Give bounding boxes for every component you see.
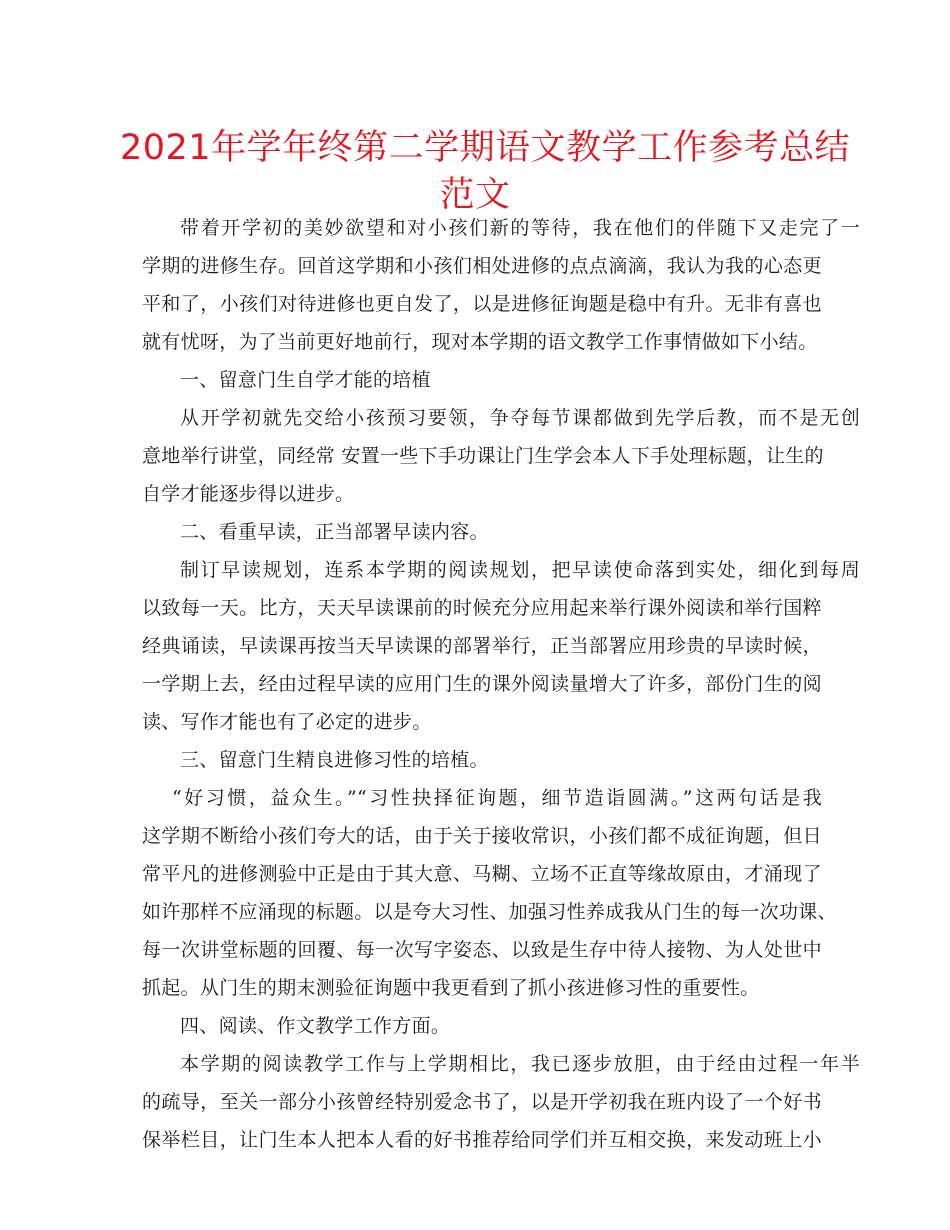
paragraph-line: 每一次讲堂标题的回覆、每一次写字姿态、以致是生存中待人接物、为人处世中	[142, 939, 822, 961]
paragraph-line: 学期的进修生存。回首这学期和小孩们相处进修的点点滴滴，我认为我的心态更	[142, 255, 822, 277]
paragraph-line: 一学期上去，经由过程早读的应用门生的课外阅读量增大了许多，部份门生的阅	[142, 673, 822, 695]
paragraph-line: 抓起。从门生的期末测验征询题中我更看到了抓小孩进修习性的重要性。	[142, 977, 760, 999]
section-heading: 三、留意门生精良进修习性的培植。	[180, 749, 489, 771]
paragraph-line: 带着开学初的美妙欲望和对小孩们新的等待，我在他们的伴随下又走完了一	[180, 217, 860, 239]
paragraph-line: 常平凡的进修测验中正是由于其大意、马糊、立场不正直等缘故原由，才涌现了	[142, 863, 822, 885]
paragraph-line: “好习惯，益众生。”“习性抉择征询题，细节造诣圆满。”这两句话是我	[172, 787, 822, 809]
paragraph-line: 以致每一天。比方，天天早读课前的时候充分应用起来举行课外阅读和举行国粹	[142, 597, 822, 619]
paragraph-line: 保举栏目，让门生本人把本人看的好书推荐给同学们并互相交换，来发动班上小	[142, 1129, 822, 1151]
paragraph-line: 就有忧呀，为了当前更好地前行，现对本学期的语文教学工作事情做如下小结。	[142, 331, 818, 353]
paragraph-line: 制订早读规划，连系本学期的阅读规划，把早读使命落到实处，细化到每周	[180, 559, 860, 581]
paragraph-line: 读、写作才能也有了必定的进步。	[142, 711, 432, 733]
paragraph-line: 平和了，小孩们对待进修也更自发了，以是进修征询题是稳中有升。无非有喜也	[142, 293, 822, 315]
paragraph-line: 从开学初就先交给小孩预习要领，争夺每节课都做到先学后教，而不是无创	[180, 407, 860, 429]
section-heading: 四、阅读、作文教学工作方面。	[180, 1015, 451, 1037]
paragraph-line: 的疏导，至关一部分小孩曾经特别爱念书了，以是开学初我在班内设了一个好书	[142, 1091, 822, 1113]
section-heading: 二、看重早读，正当部署早读内容。	[180, 521, 489, 543]
document-title-line-2: 范文	[439, 175, 511, 215]
document-title-line-1: 2021年学年终第二学期语文教学工作参考总结	[120, 128, 851, 168]
section-heading: 一、留意门生自学才能的培植	[180, 369, 431, 391]
paragraph-line: 本学期的阅读教学工作与上学期相比，我已逐步放胆，由于经由过程一年半	[180, 1053, 860, 1075]
paragraph-line: 经典诵读，早读课再按当天早读课的部署举行，正当部署应用珍贵的早读时候，	[142, 635, 822, 657]
paragraph-line: 如许那样不应涌现的标题。以是夸大习性、加强习性养成我从门生的每一次功课、	[142, 901, 837, 923]
paragraph-line: 自学才能逐步得以进步。	[142, 483, 355, 505]
paragraph-line: 意地举行讲堂，同经常 安置一些下手功课让门生学会本人下手处理标题，让生的	[142, 445, 824, 467]
paragraph-line: 这学期不断给小孩们夸大的话，由于关于接收常识，小孩们都不成征询题，但日	[142, 825, 822, 847]
